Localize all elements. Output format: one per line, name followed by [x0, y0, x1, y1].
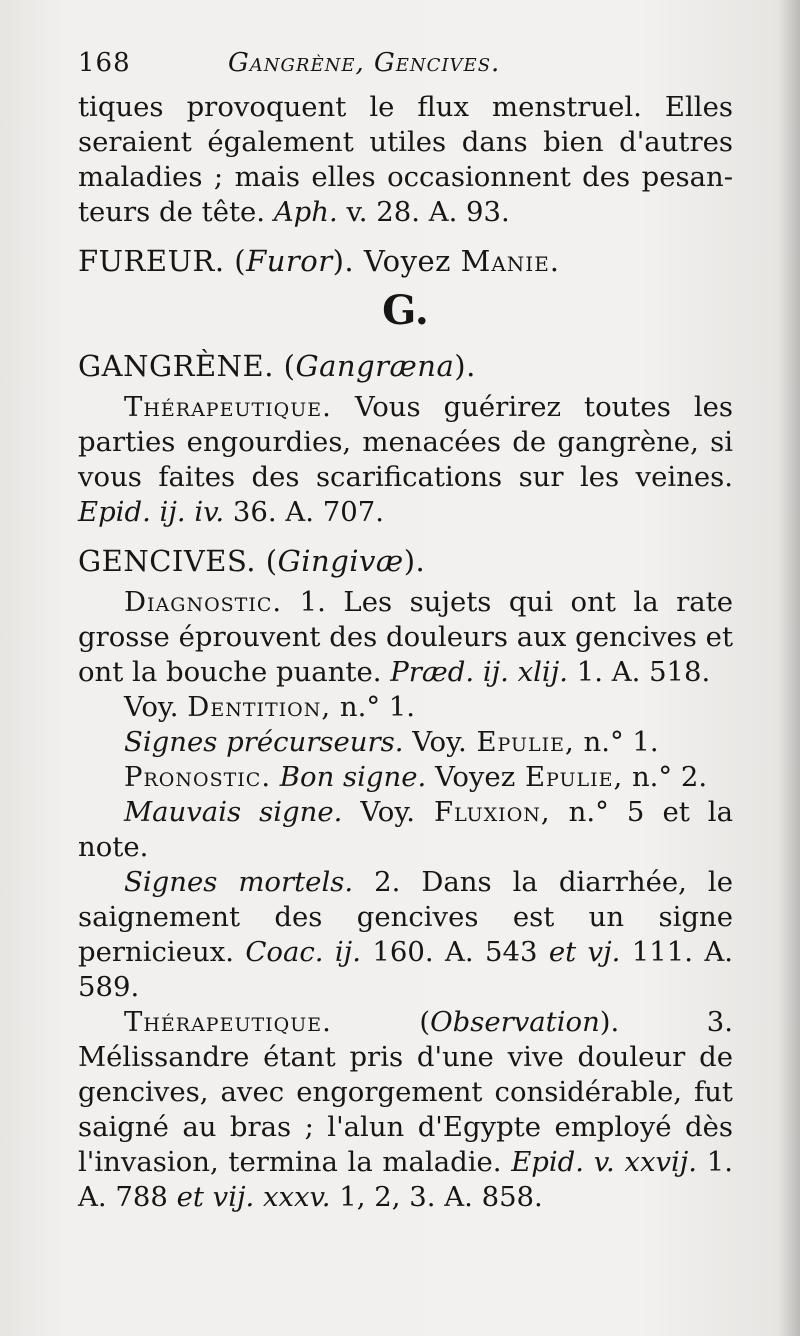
reference-detail: 1, 2, 3. A. 858.: [330, 1181, 543, 1213]
reference-work: Aph.: [273, 196, 338, 228]
see-also-target: Manie.: [460, 244, 561, 278]
voy-number: n.° 5 et la note.: [78, 796, 733, 863]
text-column: [78, 46, 733, 1215]
entry-latin: Furor: [246, 244, 333, 278]
gencives-therapeutique-paragraph: Thérapeutique. (Observation). 3. Mélissandre étant pris d'une vive douleur de gencives, avec engorgement considérable, fut saigné au bras ; l'alun d'Egypte employé dès l'invasion, termina la maladie. Epid. v. xxvij. 1. A. 788 et vij. xxxv. 1, 2, 3. A. 858.: [78, 1006, 733, 1213]
paragraph-text: 3. Mélissandre étant pris d'une vive douleur de gencives, avec engorgement considérable, fut saigné au bras ; l'alun d'Egypte employé dès l'invasion, termina la maladie.: [78, 1006, 733, 1178]
letter-section-heading: G.: [382, 287, 429, 334]
voy-number: n.° 1.: [331, 691, 416, 723]
voy-dentition-line: [78, 690, 733, 725]
reference-work: et vij. xxxv.: [167, 1181, 331, 1213]
entry-latin: Gingivæ: [277, 544, 404, 578]
running-title: Gangrène, Gencives.: [228, 48, 501, 78]
signes-mortels-paragraph: [78, 865, 733, 1005]
reference-work: Præd. ij. xlij.: [390, 656, 568, 688]
see-also-label: Voyez: [363, 244, 451, 278]
entry-word: FUREUR.: [78, 244, 225, 278]
section-label: Signes mortels.: [124, 866, 354, 898]
pronostic-line: [78, 760, 733, 795]
voy-target: Epulie,: [466, 726, 575, 758]
voy-number: n.° 2.: [623, 761, 708, 793]
voy-label: Voyez: [426, 761, 516, 793]
running-header: [78, 46, 733, 90]
signes-precurseurs-line: [78, 725, 733, 760]
section-label: Signes précurseurs.: [124, 726, 404, 758]
entry-word: GANGRÈNE.: [78, 349, 274, 383]
continuation-paragraph: [78, 90, 733, 230]
voy-target: Dentition,: [187, 691, 332, 723]
voy-target: Epulie,: [515, 761, 624, 793]
continuation-line: seraient également utiles dans bien d'autres: [78, 126, 733, 158]
mauvais-signe-line: [78, 795, 733, 865]
paragraph-text: 2. Dans la diarrhée, le saignement des gencives est un signe pernicieux.: [78, 866, 733, 968]
continuation-line: teurs de tête.: [78, 196, 266, 228]
reference-detail: v. 28. A. 93.: [337, 196, 510, 228]
section-label: Mauvais signe.: [124, 796, 343, 828]
section-label: Thérapeutique.: [124, 1006, 332, 1038]
paragraph-text: 1. Les sujets qui ont la rate grosse éprouvent des douleurs aux gencives et ont la bouche puante.: [78, 586, 733, 688]
section-label: Thérapeutique.: [124, 391, 332, 423]
page-number: 168: [78, 48, 131, 78]
entry-word: GENCIVES.: [78, 544, 257, 578]
reference-work: Epid. v. xxvij.: [501, 1146, 698, 1178]
section-label: Pronostic.: [124, 761, 272, 793]
continuation-line: tiques provoquent le flux menstruel. Elles: [78, 91, 733, 123]
page-shadow: [778, 0, 800, 1336]
continuation-line: maladies ; mais elles occasionnent des pesan-: [78, 161, 733, 193]
reference-detail: 1. A. 518.: [568, 656, 711, 688]
reference-work: et vj.: [537, 936, 621, 968]
entry-gencives: GENCIVES. (Gingivæ).: [78, 544, 426, 578]
reference-detail: 1. A. 788: [78, 1146, 733, 1213]
observation-label: Observation: [430, 1006, 600, 1038]
reference-work: Epid. ij. iv.: [78, 496, 225, 528]
reference-detail: 36. A. 707.: [224, 496, 384, 528]
entry-gangrene: GANGRÈNE. (Gangræna).: [78, 349, 476, 383]
gangrene-therapeutique-paragraph: [78, 390, 733, 530]
voy-number: n.° 1.: [574, 726, 659, 758]
sub-label: Bon signe.: [271, 761, 427, 793]
reference-detail: 111. A. 589.: [78, 936, 733, 1003]
reference-work: Coac. ij.: [233, 936, 361, 968]
gencives-diagnostic-paragraph: [78, 585, 733, 690]
reference-detail: 160. A. 543: [360, 936, 538, 968]
section-label: Diagnostic.: [124, 586, 283, 618]
voy-label: Voy.: [403, 726, 467, 758]
entry-latin: Gangræna: [295, 349, 455, 383]
voy-label: Voy.: [124, 691, 179, 723]
entry-fureur: FUREUR. (Furor). Voyez Manie.: [78, 244, 561, 278]
paragraph-text: Vous guérirez toutes les parties engourdies, menacées de gangrène, si vous faites des scarifications sur les veines.: [78, 391, 733, 493]
voy-target: Fluxion,: [414, 796, 551, 828]
voy-label: Voy.: [342, 796, 415, 828]
